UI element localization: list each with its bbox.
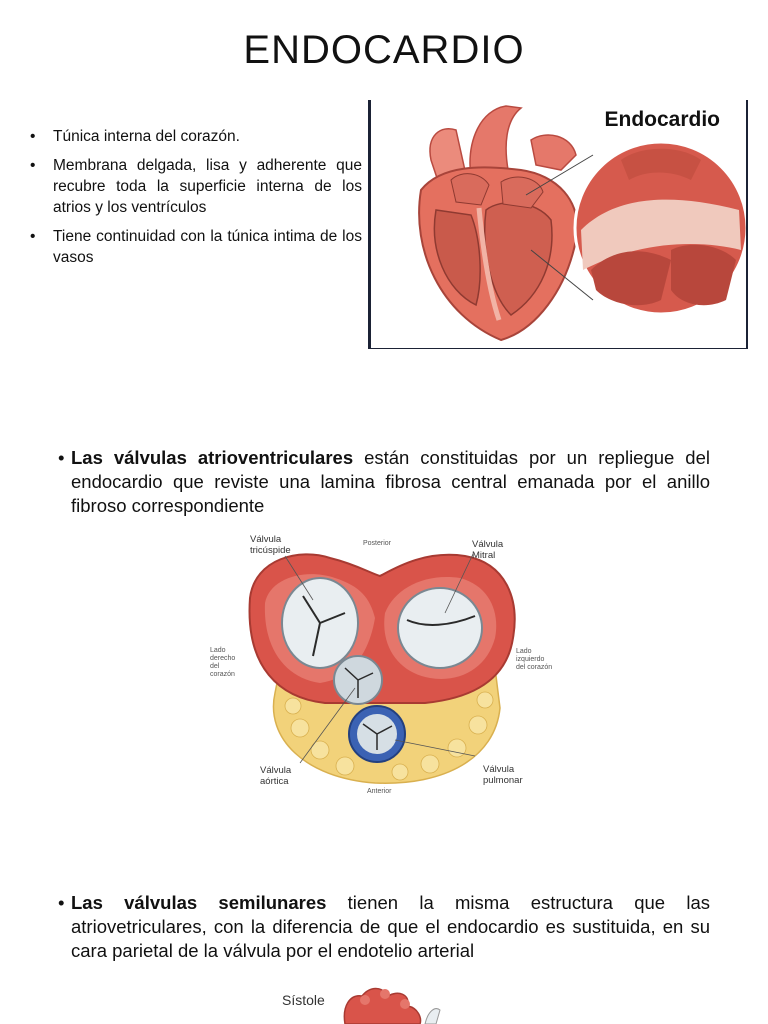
heart-illustration xyxy=(371,100,748,348)
heart-valves-illustration xyxy=(195,528,565,803)
label-tricuspid: Válvula tricúspide xyxy=(250,534,291,556)
label-left-side: Lado izquierdo del corazón xyxy=(516,648,553,671)
endocardium-figure-label: Endocardio xyxy=(604,108,720,131)
label-mitral: Válvula Mitral xyxy=(472,539,504,561)
label-right-side: Lado derecho del corazón xyxy=(210,647,236,678)
intro-bullet: • Membrana delgada, lisa y adherente que recubre toda la superficie interna de los atrios y los ventrículos xyxy=(28,155,362,218)
label-pulmonary: Válvula pulmonar xyxy=(483,764,523,786)
intro-bullet: • Túnica interna del corazón. xyxy=(28,126,362,147)
av-valves-paragraph xyxy=(58,446,710,518)
semilunar-valves-paragraph xyxy=(58,891,710,963)
av-valves-term: Las válvulas atrioventriculares xyxy=(71,447,354,468)
label-aortic: Válvula aórtica xyxy=(260,765,292,787)
semilunar-valves-bullet xyxy=(58,891,710,963)
label-posterior: Posterior xyxy=(363,540,392,547)
semilunar-valves-text: tienen la misma estructura que las atriovetriculares, con la diferencia de que el endocardio es sustituida, en su cara parietal de la válvula por el endotelio arterial xyxy=(71,892,711,961)
systole-label: Sístole xyxy=(282,992,325,1008)
heart-valves-figure xyxy=(195,528,565,803)
intro-bullet: • Tiene continuidad con la túnica intima de los vasos xyxy=(28,226,362,268)
page-title: ENDOCARDIO xyxy=(243,28,525,72)
label-anterior: Anterior xyxy=(367,788,392,795)
semilunar-valves-term: Las válvulas semilunares xyxy=(71,892,327,913)
av-valves-text: están constituidas por un repliegue del endocardio que reviste una lamina fibrosa central emanada por el anillo fibroso correspondiente xyxy=(71,447,710,516)
av-valves-bullet xyxy=(58,446,710,518)
systole-figure xyxy=(270,966,530,1024)
intro-bullet-list xyxy=(28,126,362,276)
endocardium-figure xyxy=(368,100,748,349)
